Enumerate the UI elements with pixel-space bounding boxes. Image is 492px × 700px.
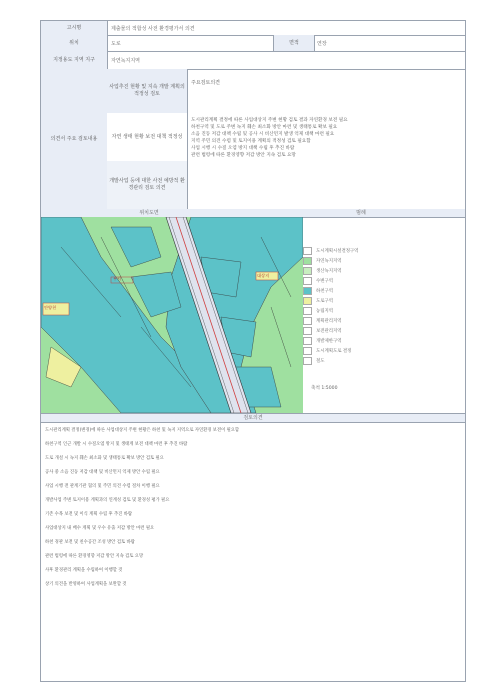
bottom-line: 공사 중 소음 진동 저감 대책 및 비산먼지 억제 방안 수립 필요: [45, 470, 160, 475]
location-value: 도로: [111, 40, 121, 47]
zoning-row: [41, 51, 465, 70]
opinion-label: 의견서 주요 검토내용: [41, 69, 108, 209]
opinion-sublabels: [107, 69, 188, 209]
legend-swatch: [303, 337, 312, 345]
legend-label: 개발제한구역: [316, 339, 342, 344]
legend-item: [303, 337, 341, 345]
area-label: 면적: [273, 35, 315, 51]
opinion-line: 사업 시행 시 수질 오염 방지 대책 수립 후 추진 바람: [191, 146, 295, 151]
legend-label: 도로구역: [316, 299, 333, 304]
bottom-line: 도로 개설 시 녹지 훼손 최소화 및 생태통로 확보 방안 검토 필요: [45, 456, 164, 461]
sub-label-2: 자연 생태 현황 보전 대책 적정성: [107, 113, 187, 162]
map-label-road: 대상지: [257, 273, 270, 278]
sub-label-1: 사업추진 현황 및 지속 개발 계획의 적정성 검토: [107, 69, 187, 114]
legend-label: 도시계획도로 결정: [316, 349, 352, 354]
legend-item: [303, 327, 341, 335]
legend-swatch: [303, 307, 312, 315]
sub-label-3: 개발사업 등에 대한 사전 예방적 환경관리 검토 의견: [107, 161, 187, 209]
map-label-river: 안양천: [44, 305, 57, 310]
bottom-line: 사업대상지 내 배수 계획 및 우수 유출 저감 방안 마련 필요: [45, 526, 155, 531]
legend-label: 계획관리지역: [316, 319, 342, 324]
bottom-line: 상기 의견을 반영하여 사업계획을 보완할 것: [45, 582, 127, 587]
title-label: 고시명: [41, 21, 108, 35]
legend-label: 농림지역: [316, 309, 333, 314]
location-map: [41, 217, 303, 413]
legend-swatch: [303, 297, 312, 305]
bottom-line: 하천구역 인근 개발 시 수질오염 방지 및 생태계 보전 대책 마련 후 추진 바람: [45, 442, 188, 447]
document-sheet: [40, 20, 466, 682]
bottom-text: [41, 421, 465, 599]
legend-label: 도시계획시설결정구역: [316, 249, 359, 254]
opinion-line: 도시관리계획 결정에 따른 사업대상지 주변 현황 검토 결과 자연환경 보전 필요: [191, 118, 348, 123]
legend-swatch: [303, 327, 312, 335]
legend-item: [303, 347, 351, 355]
legend-item: [303, 277, 333, 285]
legend-swatch: [303, 247, 312, 255]
zoning-label: 지정용도 지역 지구: [41, 51, 108, 69]
map-label-area: 부지: [113, 276, 122, 281]
legend-item: [303, 307, 333, 315]
legend-swatch: [303, 357, 312, 365]
opinion-line: 지역 주민 의견 수렴 및 토지이용 계획의 적정성 검토 필요함: [191, 139, 311, 144]
bottom-title: 검토의견: [41, 413, 465, 423]
legend-swatch: [303, 267, 312, 275]
title-row: [41, 21, 465, 36]
map-title: 위치도면: [41, 209, 258, 218]
title-value: 제출물의 적합성 사전 환경평가서 의견: [111, 25, 195, 32]
legend-label: 보전관리지역: [316, 329, 342, 334]
map-scale: 축척 1:5000: [311, 386, 338, 391]
legend-item: [303, 317, 341, 325]
legend-item: [303, 287, 333, 295]
bottom-line: 사후 환경관리 계획을 수립하여 이행할 것: [45, 568, 123, 573]
legend-label: 하천구역: [316, 289, 333, 294]
area-value: 연장: [317, 40, 327, 47]
bottom-line: 사업 시행 전 관계기관 협의 및 주민 의견 수렴 절차 이행 필요: [45, 484, 160, 489]
legend-item: [303, 257, 341, 265]
map-graphic: [41, 217, 303, 413]
legend-item: [303, 297, 333, 305]
opinion-line: 관련 법령에 따른 환경영향 저감 방안 지속 검토 요망: [191, 153, 296, 158]
bottom-line: 기존 수목 보전 및 이식 계획 수립 후 추진 바람: [45, 512, 133, 517]
legend-swatch: [303, 287, 312, 295]
legend-swatch: [303, 257, 312, 265]
legend-label: 철도: [316, 359, 325, 364]
bottom-line: 개발사업 주변 토지이용 계획과의 연계성 검토 및 환경성 평가 필요: [45, 498, 170, 503]
legend-swatch: [303, 347, 312, 355]
bottom-line: 하천 경관 보전 및 친수공간 조성 방안 검토 바람: [45, 540, 135, 545]
bottom-line: 도시관리계획 결정(변경)에 따른 사업대상지 주변 현황은 하천 및 녹지 지역으로 자연환경 보전이 필요함: [45, 428, 240, 433]
legend-item: [303, 267, 341, 275]
legend-label: 자연녹지지역: [316, 259, 342, 264]
legend-item: [303, 247, 358, 255]
location-label: 위치: [41, 35, 108, 51]
opinion-heading: 주요검토의견: [191, 80, 220, 86]
legend-item: [303, 357, 324, 365]
bottom-line: 관련 법령에 따른 환경영향 저감 방안 지속 검토 요망: [45, 554, 144, 559]
opinion-text: [191, 117, 459, 159]
legend-swatch: [303, 277, 312, 285]
legend-title: 범례: [257, 209, 465, 218]
zoning-value: 자연녹지지역: [111, 57, 140, 64]
opinion-line: 소음 진동 저감 대책 수립 및 공사 시 비산먼지 발생 억제 대책 마련 필요: [191, 132, 335, 137]
legend-label: 수변구역: [316, 279, 333, 284]
opinion-block: [41, 69, 465, 210]
legend-label: 생산녹지지역: [316, 269, 342, 274]
location-row: [41, 35, 465, 52]
legend-swatch: [303, 317, 312, 325]
opinion-line: 하천구역 및 도로 주변 녹지 훼손 최소화 방안 마련 및 생태통로 확보 필요: [191, 125, 338, 130]
